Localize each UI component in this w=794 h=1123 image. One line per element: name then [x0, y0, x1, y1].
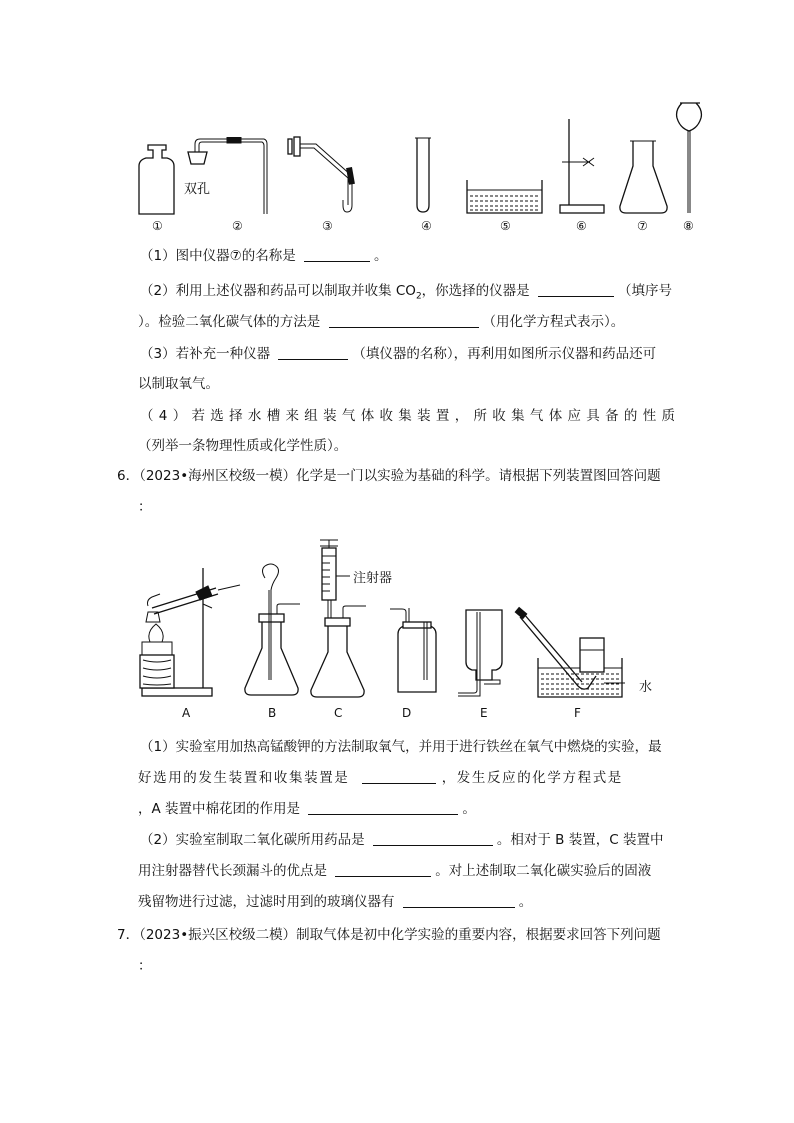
device-c-drawing [311, 540, 366, 697]
apparatus-number-1: ① [152, 219, 163, 233]
device-a-drawing [140, 568, 240, 696]
apparatus-number-2: ② [232, 219, 243, 233]
q5-part4: （4）若选择水槽来组装气体收集装置，所收集气体应具备的性质 [140, 408, 681, 424]
q5-part2-cont: ）。检验二氧化碳气体的方法是 （用化学方程式表示）。 [138, 314, 625, 330]
device-e-drawing [458, 610, 502, 696]
q6-part2-cont2: 残留物进行过滤，过滤时用到的玻璃仪器有 。 [138, 894, 533, 910]
q5-part3-cont: 以制取氧气。 [138, 376, 219, 392]
q6-part1-cont: 好选用的发生装置和收集装置是 ，发生反应的化学方程式是 [138, 770, 623, 786]
answer-blank[interactable] [335, 862, 431, 877]
syringe-label: 注射器 [353, 571, 393, 586]
q6-part2-cont: 用注射器替代长颈漏斗的优点是 。对上述制取二氧化碳实验后的固液 [138, 863, 652, 879]
q6-part2: （2）实验室制取二氧化碳所用药品是 。相对于 B 装置，C 装置中 [140, 832, 664, 848]
apparatus-number-6: ⑥ [576, 219, 587, 233]
answer-blank[interactable] [308, 800, 458, 815]
apparatus-number-8: ⑧ [683, 219, 694, 233]
q5-part1: （1）图中仪器⑦的名称是 。 [140, 248, 388, 264]
q6-stem: 6．（2023•海州区校级一模）化学是一门以实验为基础的科学。请根据下列装置图回答问题 [117, 468, 661, 484]
device-letter-c: C [334, 706, 343, 720]
device-letter-b: B [268, 706, 277, 720]
apparatus-number-5: ⑤ [500, 219, 511, 233]
water-label: 水 [639, 680, 653, 695]
device-f-drawing [515, 607, 625, 697]
q5-part3: （3）若补充一种仪器 （填仪器的名称），再利用如图所示仪器和药品还可 [140, 346, 657, 362]
apparatus-number-7: ⑦ [637, 219, 648, 233]
q6-part1-cont2: ，A 装置中棉花团的作用是 。 [138, 801, 476, 817]
apparatus-number-4: ④ [421, 219, 432, 233]
answer-blank[interactable] [373, 831, 493, 846]
q5-part4-cont: （列举一条物理性质或化学性质）。 [138, 438, 348, 454]
device-letter-d: D [402, 706, 412, 720]
q6-stem-end: ： [138, 499, 152, 515]
device-letter-f: F [574, 706, 581, 720]
answer-blank[interactable] [403, 893, 515, 908]
device-letter-e: E [480, 706, 488, 720]
q6-part1: （1）实验室用加热高锰酸钾的方法制取氧气，并用于进行铁丝在氧气中燃烧的实验，最 [140, 739, 662, 755]
device-b-drawing [245, 564, 300, 695]
q7-stem-end: ： [138, 958, 152, 974]
device-letter-a: A [182, 706, 191, 720]
apparatus-number-3: ③ [322, 219, 333, 233]
double-hole-label: 双孔 [184, 182, 211, 197]
q5-part2: （2）利用上述仪器和药品可以制取并收集 $CO_2$，你选择的仪器是 （填序号 [140, 283, 672, 302]
device-d-drawing [390, 608, 436, 692]
q7-stem: 7．（2023•振兴区校级二模）制取气体是初中化学实验的重要内容，根据要求回答下列问题 [117, 927, 661, 943]
answer-blank[interactable] [362, 769, 436, 784]
